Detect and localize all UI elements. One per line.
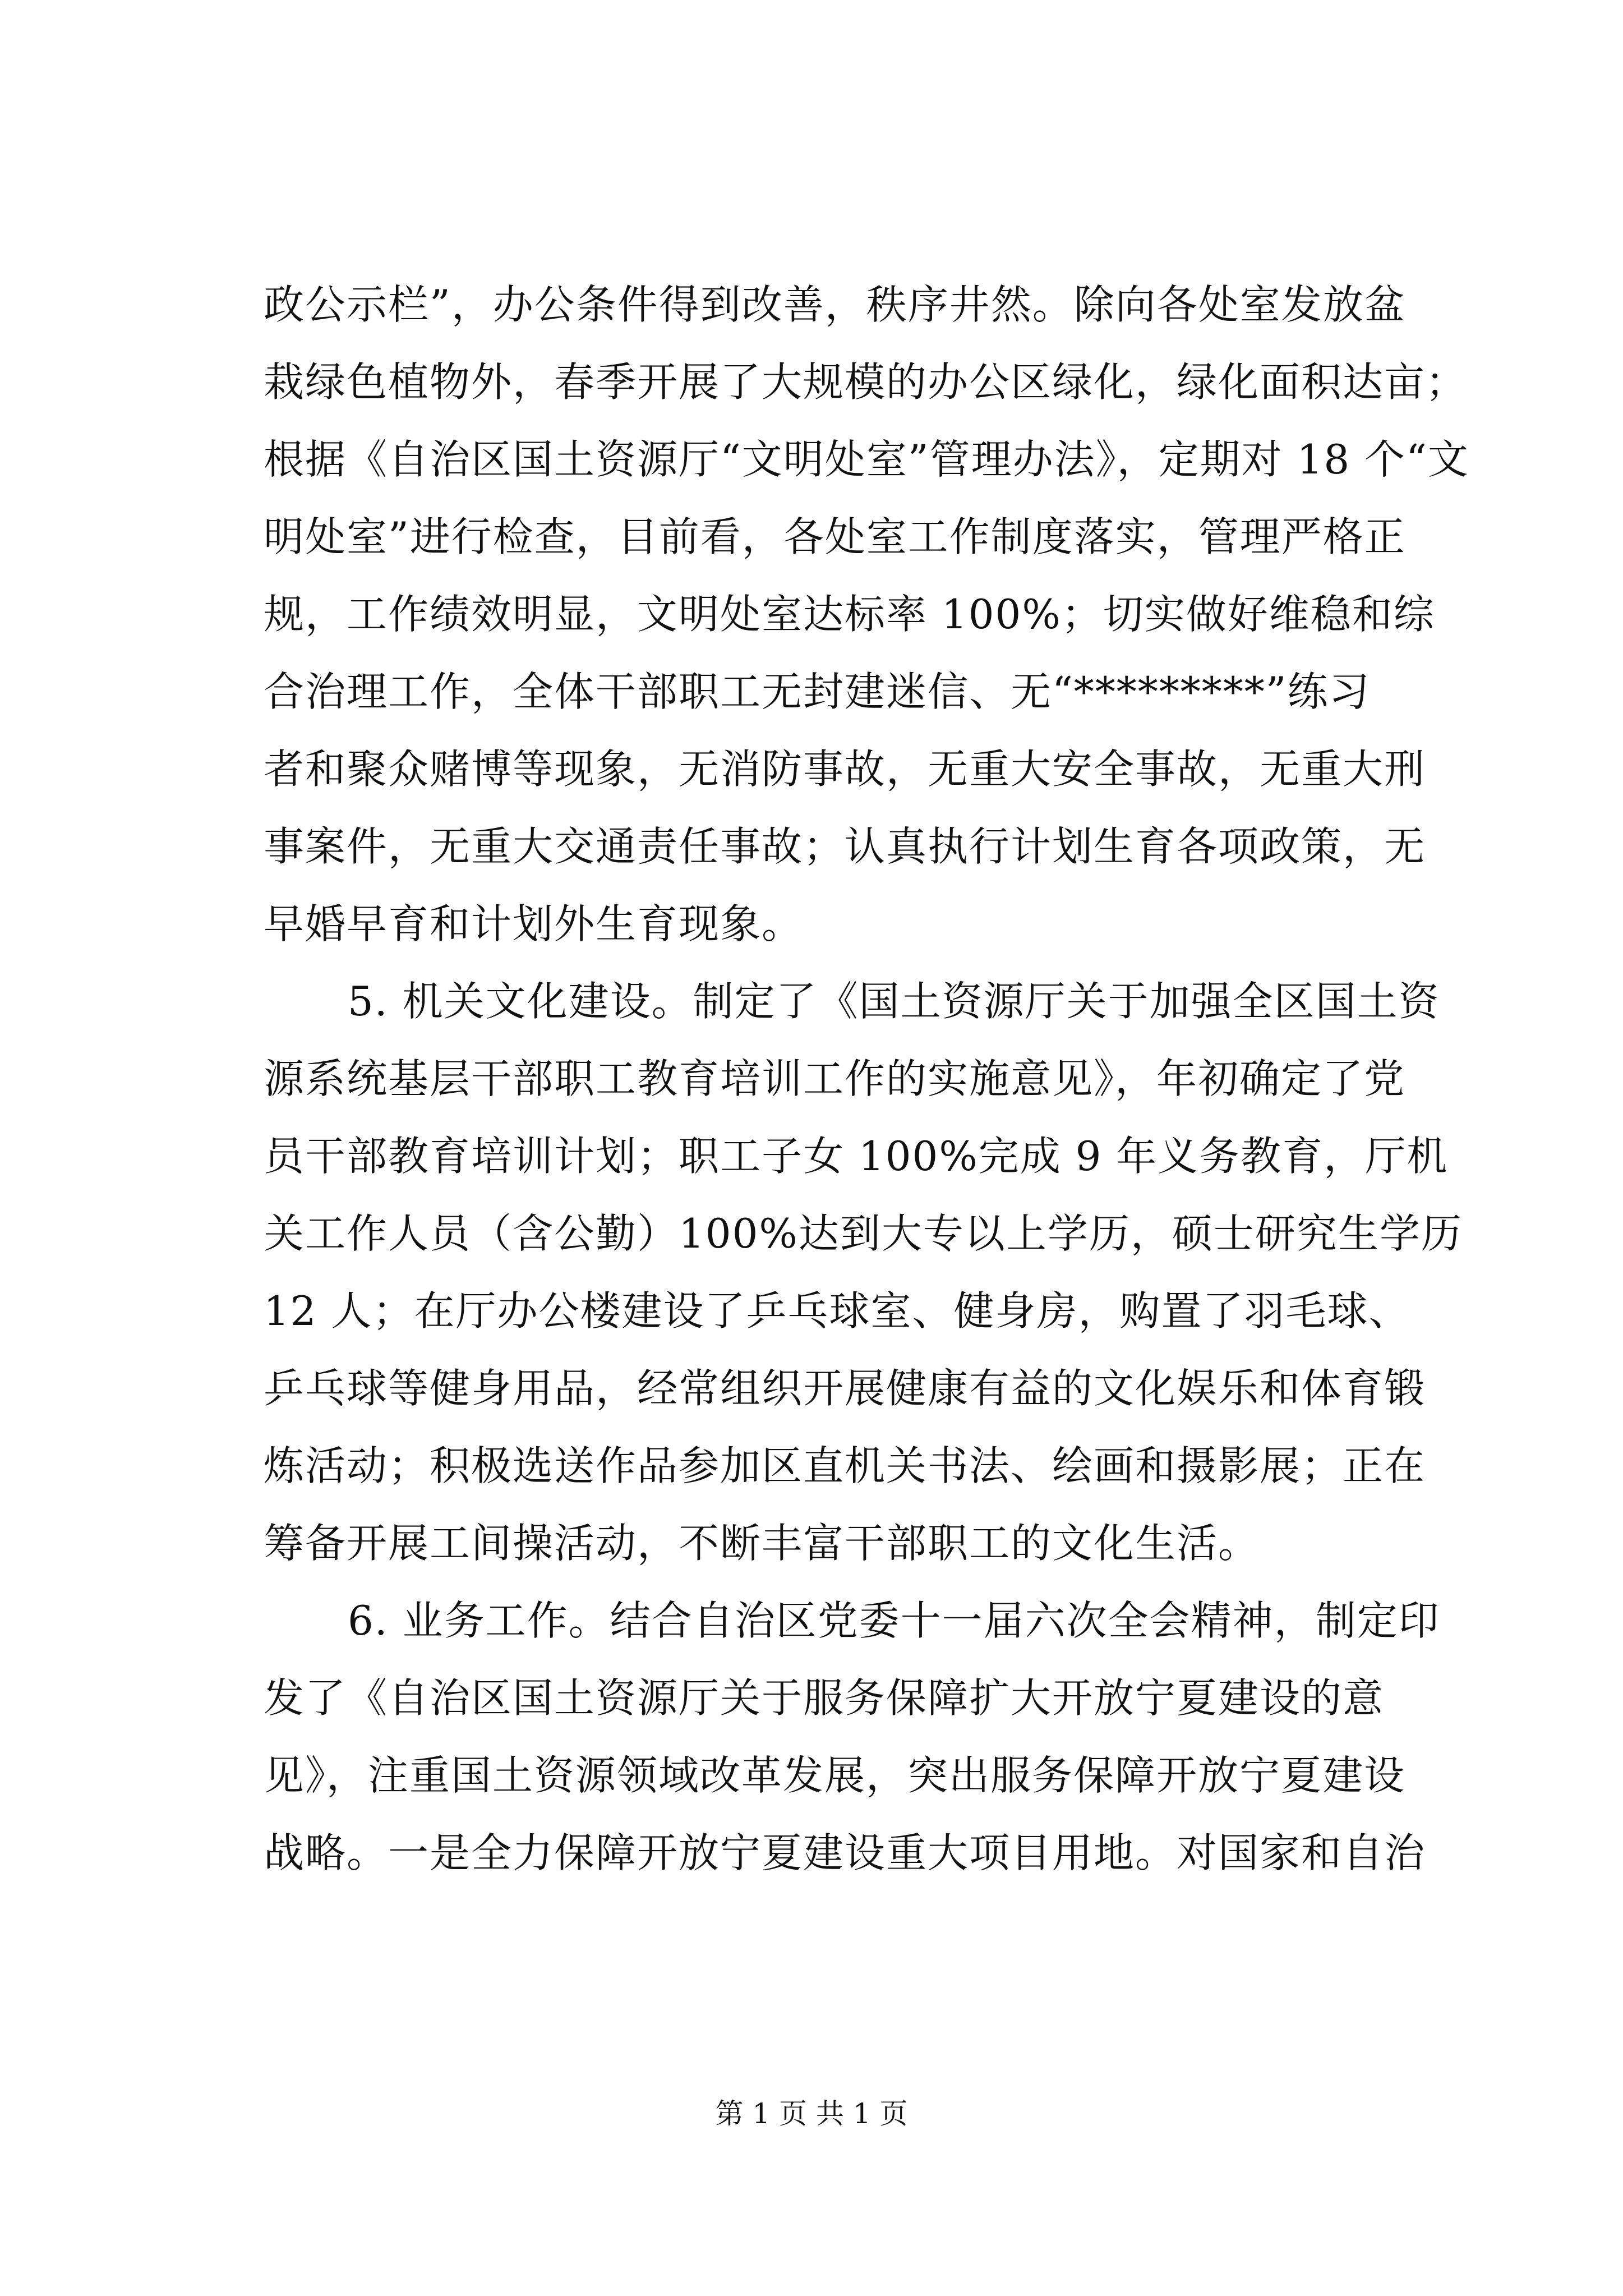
- text-line: 战略。一是全力保障开放宁夏建设重大项目用地。对国家和自治: [264, 1829, 1426, 1876]
- text-line: 关工作人员（含公勤）100%达到大专以上学历，硕士研究生学历: [264, 1210, 1463, 1257]
- text-line: 员干部教育培训计划；职工子女 100%完成 9 年义务教育，厅机: [264, 1133, 1449, 1180]
- text-line: 者和聚众赌博等现象，无消防事故，无重大安全事故，无重大刑: [264, 746, 1426, 793]
- paragraph-start-line: 5. 机关文化建设。制定了《国土资源厅关于加强全区国土资: [348, 978, 1440, 1025]
- text-line: 明处室”进行检查，目前看，各处室工作制度落实，管理严格正: [264, 513, 1406, 560]
- text-line: 乒乓球等健身用品，经常组织开展健康有益的文化娱乐和体育锻: [264, 1365, 1426, 1412]
- text-line: 早婚早育和计划外生育现象。: [264, 900, 804, 947]
- text-line: 炼活动；积极选送作品参加区直机关书法、绘画和摄影展；正在: [264, 1442, 1426, 1489]
- text-line: 合治理工作，全体干部职工无封建迷信、无“*********”练习: [264, 668, 1371, 715]
- text-line: 根据《自治区国土资源厅“文明处室”管理办法》，定期对 18 个“文: [264, 436, 1469, 483]
- text-line: 筹备开展工间操活动，不断丰富干部职工的文化生活。: [264, 1520, 1260, 1567]
- text-line: 12 人；在厅办公楼建设了乒乓球室、健身房，购置了羽毛球、: [264, 1287, 1410, 1335]
- paragraph-start-line: 6. 业务工作。结合自治区党委十一届六次全会精神，制定印: [348, 1597, 1440, 1644]
- text-line: 政公示栏”，办公条件得到改善，秩序井然。除向各处室发放盆: [264, 281, 1406, 328]
- body-text: [264, 266, 1469, 1892]
- text-line: 发了《自治区国土资源厅关于服务保障扩大开放宁夏建设的意: [264, 1674, 1385, 1722]
- text-line: 栽绿色植物外，春季开展了大规模的办公区绿化，绿化面积达亩；: [264, 358, 1468, 406]
- text-line: 见》，注重国土资源领域改革发展，突出服务保障开放宁夏建设: [264, 1752, 1406, 1799]
- text-line: 规，工作绩效明显，文明处室达标率 100%；切实做好维稳和综: [264, 591, 1435, 638]
- text-line: 事案件，无重大交通责任事故；认真执行计划生育各项政策，无: [264, 823, 1426, 870]
- page-number-footer: 第 1 页 共 1 页: [715, 2097, 908, 2130]
- text-line: 源系统基层干部职工教育培训工作的实施意见》，年初确定了党: [264, 1055, 1406, 1102]
